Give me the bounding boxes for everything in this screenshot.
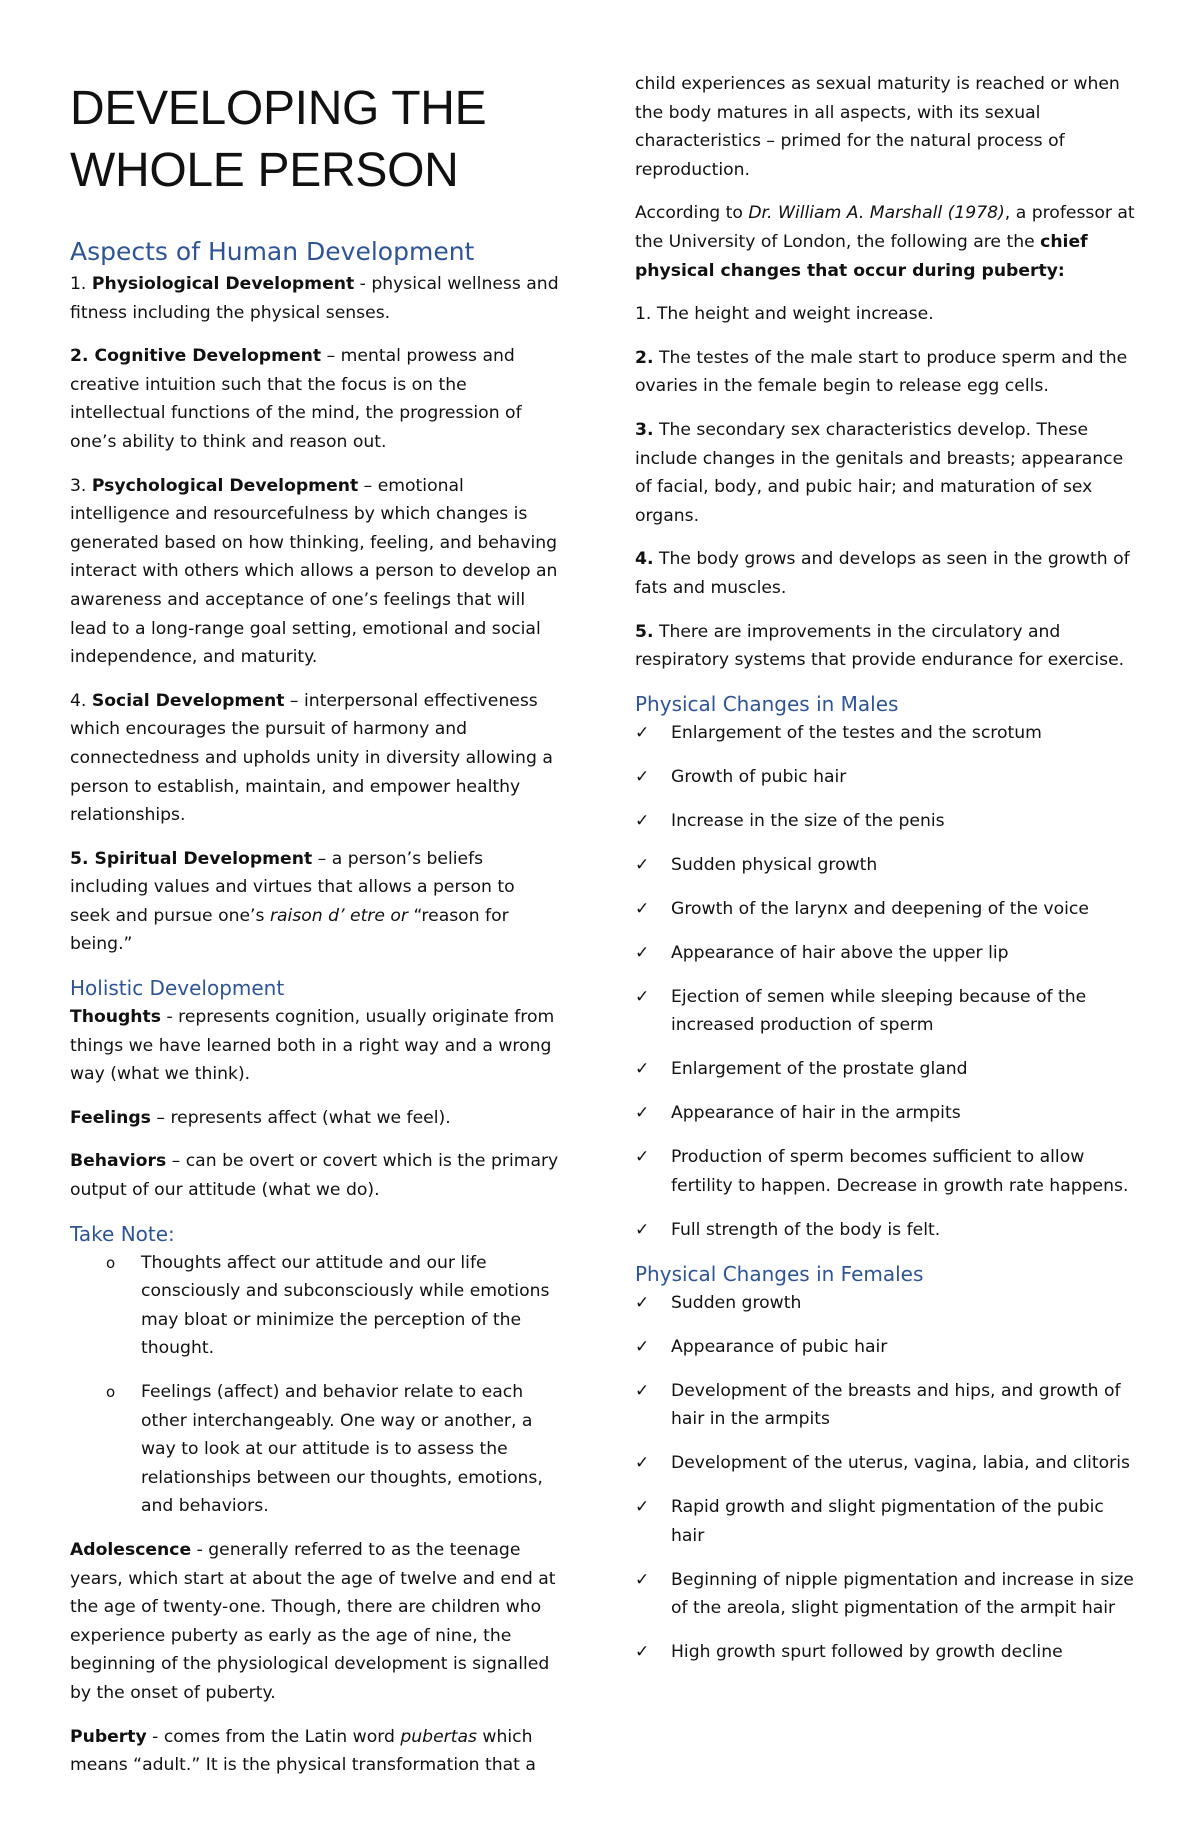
aspect-text-end: “reason for being.” — [70, 905, 509, 955]
holistic-item — [70, 1147, 560, 1204]
checkmark-icon: ✓ — [635, 1380, 650, 1401]
adolescence-term: Adolescence — [70, 1539, 192, 1560]
puberty-changes-list — [635, 300, 1135, 675]
holistic-term: Feelings — [70, 1107, 151, 1128]
checkmark-icon: ✓ — [635, 766, 650, 787]
checkmark-icon: ✓ — [635, 942, 650, 963]
holistic-text: – can be overt or covert which is the primary output of our attitude (what we do). — [70, 1151, 559, 1201]
male-change-item: ✓ Growth of pubic hair — [635, 763, 1135, 792]
males-heading: Physical Changes in Males — [635, 691, 899, 716]
marshall-bold: chief physical changes that occur during puberty: — [635, 231, 1088, 281]
aspect-item: 3. Psychological Development – emotional intelligence and resourcefulness by which changes is generated based on how thinking, feeling, and behaving interact with others which allows a person to develop an awareness and acceptance of one’s feelings that will lead to a long-range goal setting, emotional and social independence, and maturity. — [70, 475, 558, 668]
aspects-heading: Aspects of Human Development — [70, 237, 475, 266]
female-change-item: ✓ Development of the breasts and hips, and growth of hair in the armpits — [635, 1377, 1135, 1434]
adolescence-paragraph: Adolescence - generally referred to as the teenage years, which start at about the age of twelve and end at the age of twenty-one. Though, there are children who experience puberty as early as the age of nine, the beginning of the physiological development is signalled by the onset of puberty. — [70, 1539, 556, 1703]
male-change-item: ✓ Enlargement of the prostate gland — [635, 1055, 1135, 1084]
females-heading: Physical Changes in Females — [635, 1261, 924, 1286]
circle-bullet-icon: o — [106, 1253, 116, 1272]
aspect-item: 1. Physiological Development - physical wellness and fitness including the physical senses. — [70, 274, 559, 323]
circle-bullet-icon: o — [106, 1383, 116, 1401]
female-change-item: ✓ Appearance of pubic hair — [635, 1333, 1135, 1362]
puberty-change-item: 1. The height and weight increase. — [635, 304, 934, 325]
puberty-change-item: 3. The secondary sex characteristics develop. These include changes in the genitals and breasts; appearance of facial, body, and pubic hair; and maturation of sex organs. — [635, 419, 1124, 526]
checkmark-icon: ✓ — [635, 1453, 650, 1474]
right-column — [635, 70, 1135, 1682]
female-change-item: ✓ High growth spurt followed by growth decline — [635, 1638, 1135, 1667]
checkmark-icon: ✓ — [635, 1059, 650, 1080]
aspect-term: Cognitive Development — [94, 346, 322, 367]
puberty-paragraph: Puberty - comes from the Latin word pubertas which means “adult.” It is the physical transformation that a — [70, 1726, 536, 1776]
checkmark-icon: ✓ — [635, 1497, 650, 1518]
checkmark-icon: ✓ — [635, 722, 650, 743]
checkmark-icon: ✓ — [635, 1336, 650, 1357]
aspect-term: Physiological Development — [91, 274, 355, 294]
aspect-text: – mental prowess and creative intuition such that the focus is on the intellectual functions of the mind, the progression of one’s ability to think and reason out. — [70, 346, 522, 452]
holistic-text: - represents cognition, usually originate from things we have learned both in a right way and a wrong way (what we think). — [70, 1007, 555, 1085]
female-change-item: ✓ Sudden growth — [635, 1289, 1135, 1318]
checkmark-icon: ✓ — [635, 1147, 650, 1168]
aspect-item: 5. Spiritual Development – a person’s beliefs including values and virtues that allows a person to seek and pursue one’s raison d’ etre or “reason for being.” — [70, 848, 515, 955]
marshall-intro: According to Dr. William A. Marshall (1978), a professor at the University of London, the following are the chief physical changes that occur during puberty: — [635, 203, 1135, 281]
aspect-italic: raison d’ etre or — [269, 905, 408, 926]
aspect-text: - physical wellness and fitness including the physical senses. — [70, 274, 559, 323]
puberty-term: Puberty — [70, 1726, 147, 1747]
checkmark-icon: ✓ — [635, 1103, 650, 1124]
puberty-change-item: 4. The body grows and develops as seen in the growth of fats and muscles. — [635, 549, 1130, 598]
checkmark-icon: ✓ — [635, 1569, 650, 1590]
checkmark-icon: ✓ — [635, 810, 650, 831]
aspect-term: Social Development — [91, 690, 285, 711]
checkmark-icon: ✓ — [635, 854, 650, 875]
puberty-change-item: 5. There are improvements in the circulatory and respiratory systems that provide endurance for exercise. — [635, 621, 1125, 671]
aspect-text: – interpersonal effectiveness which encourages the pursuit of harmony and connectedness and upholds unity in diversity allowing a person to establish, maintain, and empower healthy relationships. — [70, 690, 553, 826]
left-column — [70, 0, 560, 1795]
aspect-term: Spiritual Development — [94, 848, 313, 869]
aspect-item: 2. Cognitive Development – mental prowess and creative intuition such that the focus is on the intellectual functions of the mind, the progression of one’s ability to think and reason out. — [70, 346, 522, 452]
aspect-item: 4. Social Development – interpersonal effectiveness which encourages the pursuit of harmony and connectedness and upholds unity in diversity allowing a person to establish, maintain, and empower healthy relationships. — [70, 690, 553, 826]
puberty-change-item: 2. The testes of the male start to produce sperm and the ovaries in the female begin to release egg cells. — [635, 347, 1128, 397]
holistic-term: Behaviors — [70, 1151, 167, 1172]
checkmark-icon: ✓ — [635, 898, 650, 919]
aspect-term: Psychological Development — [91, 475, 359, 496]
holistic-item — [70, 1104, 560, 1133]
marshall-citation: Dr. William A. Marshall (1978) — [748, 203, 1005, 224]
male-change-item: ✓ Production of sperm becomes sufficient to allow fertility to happen. Decrease in growth rate happens. — [635, 1143, 1135, 1200]
note-item: o Feelings (affect) and behavior relate to each other interchangeably. One way or another, a way to look at our attitude is to assess the relationships between our thoughts, emotions, and behaviors. — [70, 1378, 560, 1521]
male-change-item: ✓ Appearance of hair above the upper lip — [635, 939, 1135, 968]
male-change-item: ✓ Ejection of semen while sleeping because of the increased production of sperm — [635, 983, 1135, 1040]
title-line-2: WHOLE PERSON — [70, 144, 459, 197]
male-change-item: ✓ Enlargement of the testes and the scrotum — [635, 719, 1135, 748]
male-change-item: ✓ Full strength of the body is felt. — [635, 1216, 1135, 1245]
male-change-item: ✓ Increase in the size of the penis — [635, 807, 1135, 836]
checkmark-icon: ✓ — [635, 1642, 650, 1663]
puberty-continuation: child experiences as sexual maturity is reached or when the body matures in all aspects, with its sexual characteristics – primed for the natural process of reproduction. — [635, 74, 1120, 180]
checkmark-icon: ✓ — [635, 1219, 650, 1240]
aspect-text: – a person’s beliefs including values and virtues that allows a person to seek and pursue one’s — [70, 848, 515, 926]
holistic-heading: Holistic Development — [70, 976, 285, 1001]
male-change-item: ✓ Growth of the larynx and deepening of the voice — [635, 895, 1135, 924]
female-change-item: ✓ Beginning of nipple pigmentation and increase in size of the areola, slight pigmentation of the armpit hair — [635, 1566, 1135, 1623]
checkmark-icon: ✓ — [635, 986, 650, 1007]
male-change-item: ✓ Sudden physical growth — [635, 851, 1135, 880]
document-title — [70, 78, 560, 202]
female-change-item: ✓ Rapid growth and slight pigmentation of the pubic hair — [635, 1493, 1135, 1550]
holistic-term: Thoughts — [70, 1007, 161, 1028]
take-note-list — [70, 1249, 560, 1521]
note-item: o Thoughts affect our attitude and our life consciously and subconsciously while emotions may bloat or minimize the perception of the thought. — [70, 1249, 560, 1363]
take-note-heading: Take Note: — [70, 1221, 175, 1246]
females-list — [635, 1289, 1135, 1667]
checkmark-icon: ✓ — [635, 1292, 650, 1313]
title-line-1: DEVELOPING THE — [70, 82, 487, 135]
holistic-item — [70, 1003, 560, 1089]
males-list — [635, 719, 1135, 1245]
holistic-text: – represents affect (what we feel). — [150, 1107, 451, 1128]
male-change-item: ✓ Appearance of hair in the armpits — [635, 1099, 1135, 1128]
female-change-item: ✓ Development of the uterus, vagina, labia, and clitoris — [635, 1449, 1135, 1478]
aspect-text: – emotional intelligence and resourcefulness by which changes is generated based on how thinking, feeling, and behaving interact with others which allows a person to develop an awareness and acceptance of one’s feelings that will lead to a long-range goal setting, emotional and social independence, and maturity. — [70, 475, 558, 668]
